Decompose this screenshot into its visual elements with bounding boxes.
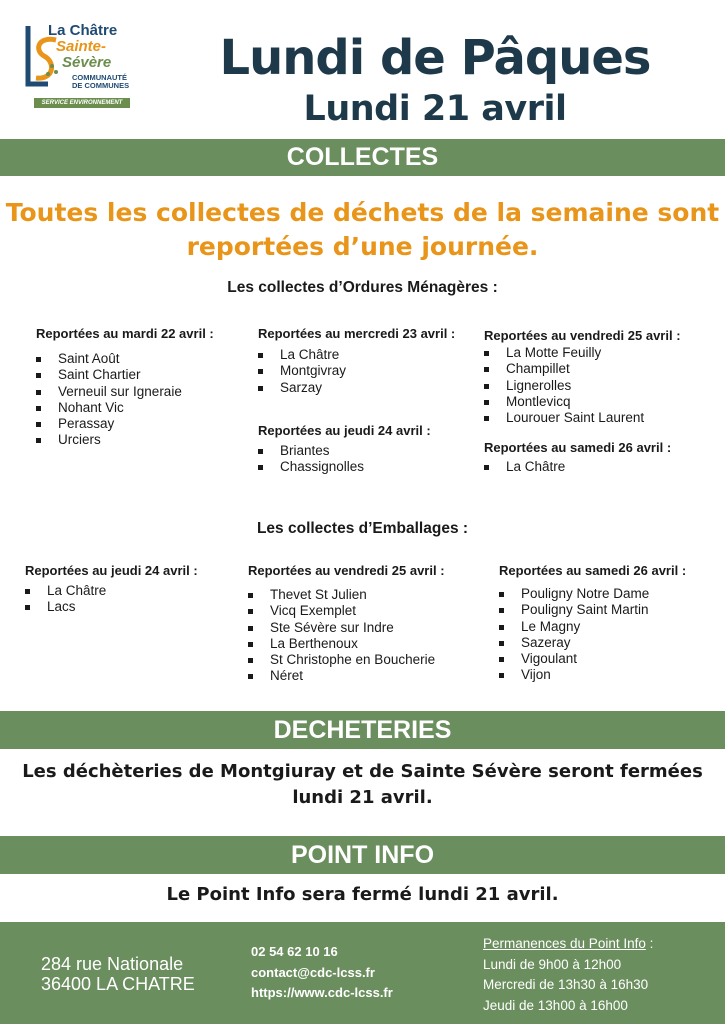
emb-group-heading: Reportées au vendredi 25 avril : bbox=[248, 563, 445, 578]
list-item-label: Thevet St Julien bbox=[270, 587, 367, 602]
om-group-heading: Reportées au mardi 22 avril : bbox=[36, 326, 214, 341]
list-item-label: Ste Sévère sur Indre bbox=[270, 619, 394, 635]
page-date: Lundi 21 avril bbox=[303, 89, 567, 129]
bullet-icon bbox=[484, 400, 489, 405]
bullet-icon bbox=[258, 465, 263, 470]
list-item-label: Vijon bbox=[521, 667, 551, 683]
list-item bbox=[499, 586, 649, 602]
list-item-label: La Motte Feuilly bbox=[506, 345, 602, 360]
collectes-band: COLLECTES bbox=[0, 139, 725, 176]
om-heading: Les collectes d’Ordures Ménagères : bbox=[227, 279, 498, 296]
footer-contact bbox=[251, 942, 393, 1004]
list-item bbox=[499, 651, 649, 667]
list-item-label: Vigoulant bbox=[521, 651, 578, 667]
intro-line1: Toutes les collectes de déchets de la semaine sont bbox=[5, 198, 720, 227]
perm-title: Permanences du Point Info bbox=[483, 936, 646, 951]
emb-heading: Les collectes d’Emballages : bbox=[256, 520, 469, 537]
bullet-icon bbox=[499, 657, 504, 662]
emb-group-list bbox=[499, 586, 649, 684]
list-item-label: Saint Août bbox=[58, 351, 120, 366]
decheteries-line1: Les déchèteries de Montgiuray et de Sainte Sévère seront fermées bbox=[22, 761, 703, 782]
list-item bbox=[258, 459, 364, 475]
perm-colon: : bbox=[645, 936, 654, 951]
logo-banner: SERVICE ENVIRONNEMENT bbox=[34, 98, 130, 108]
bullet-icon bbox=[484, 384, 489, 389]
bullet-icon bbox=[36, 373, 41, 378]
om-group-heading: Reportées au jeudi 24 avril : bbox=[258, 423, 431, 438]
om-group-list bbox=[258, 347, 346, 396]
list-item bbox=[484, 410, 644, 426]
bullet-icon bbox=[36, 406, 41, 411]
page-title: Lundi de Pâques bbox=[219, 30, 651, 86]
point-info-band: POINT INFO bbox=[0, 836, 725, 874]
list-item-label: Pouligny Saint Martin bbox=[521, 602, 649, 618]
list-item-label: Sazeray bbox=[521, 634, 571, 650]
list-item bbox=[484, 378, 644, 394]
perm-line: Jeudi de 13h00 à 16h00 bbox=[483, 997, 628, 1013]
list-item bbox=[36, 432, 182, 448]
logo-cc-line: COMMUNAUTÉ bbox=[72, 73, 127, 82]
list-item-label: Lourouer Saint Laurent bbox=[506, 410, 645, 426]
bullet-icon bbox=[258, 386, 263, 391]
list-item-label: Néret bbox=[270, 668, 304, 684]
list-item bbox=[36, 351, 182, 367]
emb-group-list bbox=[248, 587, 435, 685]
list-item-label: Montgivray bbox=[280, 363, 347, 379]
logo-text-line1: La Châtre bbox=[48, 22, 118, 39]
website-link[interactable]: https://www.cdc-lcss.fr bbox=[251, 985, 393, 1000]
footer-address bbox=[41, 954, 195, 994]
list-item-label: Saint Chartier bbox=[58, 367, 141, 383]
om-group-heading: Reportées au samedi 26 avril : bbox=[484, 440, 672, 455]
bullet-icon bbox=[25, 589, 30, 594]
list-item bbox=[36, 400, 182, 416]
list-item bbox=[248, 668, 435, 684]
list-item-label: Vicq Exemplet bbox=[270, 603, 357, 619]
bullet-icon bbox=[248, 593, 253, 598]
bullet-icon bbox=[499, 673, 504, 678]
om-group-heading: Reportées au vendredi 25 avril : bbox=[484, 328, 681, 343]
list-item-label: Perassay bbox=[58, 416, 115, 432]
decheteries-band: DECHETERIES bbox=[0, 711, 725, 749]
list-item-label: Verneuil sur Igneraie bbox=[58, 383, 182, 399]
bullet-icon bbox=[258, 369, 263, 374]
list-item bbox=[25, 583, 106, 599]
emb-group-heading: Reportées au jeudi 24 avril : bbox=[25, 563, 198, 578]
bullet-icon bbox=[248, 626, 253, 631]
list-item bbox=[248, 620, 435, 636]
bullet-icon bbox=[36, 390, 41, 395]
logo-cc bbox=[72, 74, 134, 90]
list-item bbox=[484, 459, 565, 475]
list-item bbox=[258, 380, 346, 396]
bullet-icon bbox=[36, 357, 41, 362]
address-line1: 284 rue Nationale bbox=[41, 954, 184, 974]
email-link[interactable]: contact@cdc-lcss.fr bbox=[251, 964, 375, 980]
list-item bbox=[248, 603, 435, 619]
bullet-icon bbox=[36, 422, 41, 427]
logo bbox=[22, 22, 134, 112]
om-group-heading: Reportées au mercredi 23 avril : bbox=[258, 326, 456, 341]
list-item bbox=[248, 587, 435, 603]
list-item-label: Le Magny bbox=[521, 618, 581, 634]
list-item bbox=[484, 361, 644, 377]
bullet-icon bbox=[248, 658, 253, 663]
bullet-icon bbox=[248, 642, 253, 647]
phone-link[interactable]: 02 54 62 10 16 bbox=[251, 944, 338, 959]
list-item bbox=[484, 394, 644, 410]
list-item-label: Nohant Vic bbox=[58, 399, 124, 415]
bullet-icon bbox=[484, 416, 489, 421]
logo-text-line3: Sévère bbox=[62, 54, 112, 71]
logo-text-line2: Sainte- bbox=[56, 38, 107, 55]
bullet-icon bbox=[499, 592, 504, 597]
list-item-label: Chassignolles bbox=[280, 459, 365, 475]
list-item-label: La Châtre bbox=[47, 583, 107, 598]
om-group-list bbox=[258, 443, 364, 476]
address-line2: 36400 LA CHATRE bbox=[41, 974, 195, 994]
list-item-label: Urciers bbox=[58, 432, 101, 448]
intro-line2: reportées d’une journée. bbox=[186, 232, 539, 261]
bullet-icon bbox=[499, 608, 504, 613]
list-item bbox=[258, 363, 346, 379]
list-item-label: La Châtre bbox=[280, 347, 340, 362]
list-item bbox=[36, 367, 182, 383]
emb-group-list bbox=[25, 583, 106, 616]
list-item-label: Lignerolles bbox=[506, 377, 572, 393]
list-item-label: St Christophe en Boucherie bbox=[270, 652, 436, 668]
om-group-list bbox=[36, 351, 182, 449]
perm-title-row bbox=[483, 934, 653, 955]
list-item bbox=[248, 636, 435, 652]
list-item bbox=[499, 667, 649, 683]
bullet-icon bbox=[499, 641, 504, 646]
list-item-label: Champillet bbox=[506, 361, 570, 377]
perm-line: Mercredi de 13h30 à 16h30 bbox=[483, 977, 649, 992]
list-item bbox=[258, 443, 364, 459]
bullet-icon bbox=[25, 605, 30, 610]
list-item bbox=[499, 602, 649, 618]
bullet-icon bbox=[248, 674, 253, 679]
bullet-icon bbox=[258, 449, 263, 454]
bullet-icon bbox=[248, 609, 253, 614]
bullet-icon bbox=[484, 351, 489, 356]
list-item-label: Montlevicq bbox=[506, 393, 571, 409]
list-item bbox=[258, 347, 346, 363]
list-item-label: La Berthenoux bbox=[270, 635, 358, 651]
om-group-list bbox=[484, 345, 644, 426]
footer-permanences bbox=[483, 934, 653, 1016]
list-item bbox=[499, 619, 649, 635]
bullet-icon bbox=[484, 367, 489, 372]
bullet-icon bbox=[258, 353, 263, 358]
list-item bbox=[36, 384, 182, 400]
list-item-label: Sarzay bbox=[280, 379, 323, 395]
point-info-text: Le Point Info sera fermé lundi 21 avril. bbox=[166, 884, 559, 905]
list-item bbox=[25, 599, 106, 615]
om-group-list bbox=[484, 459, 565, 475]
bullet-icon bbox=[36, 438, 41, 443]
list-item-label: La Châtre bbox=[506, 459, 566, 474]
decheteries-line2: lundi 21 avril. bbox=[292, 787, 433, 808]
logo-cc-line: DE COMMUNES bbox=[72, 81, 130, 90]
list-item bbox=[36, 416, 182, 432]
list-item bbox=[248, 652, 435, 668]
list-item-label: Briantes bbox=[280, 443, 330, 458]
footer bbox=[0, 922, 725, 1024]
list-item bbox=[499, 635, 649, 651]
list-item-label: Lacs bbox=[47, 599, 76, 615]
perm-line: Lundi de 9h00 à 12h00 bbox=[483, 956, 622, 972]
bullet-icon bbox=[499, 625, 504, 630]
list-item bbox=[484, 345, 644, 361]
list-item-label: Pouligny Notre Dame bbox=[521, 586, 650, 601]
bullet-icon bbox=[484, 465, 489, 470]
emb-group-heading: Reportées au samedi 26 avril : bbox=[499, 563, 687, 578]
